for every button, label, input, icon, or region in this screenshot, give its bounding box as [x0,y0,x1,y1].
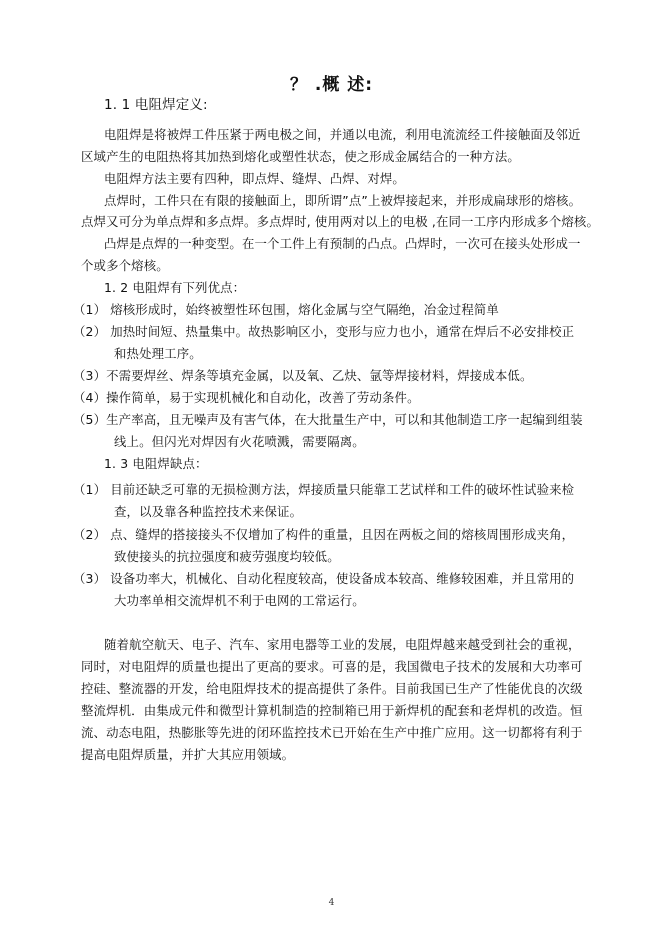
list-item-continuation: 大功率单相交流焊机不利于电网的工常运行。 [114,593,365,608]
paragraph-line: 凸焊是点焊的一种变型。在一个工件上有预制的凸点。凸焊时，一次可在接头处形成一 [104,236,581,251]
section-heading-definition: 1. 1 电阻焊定义: [104,97,208,113]
list-item: （4）操作简单，易于实现机械化和自动化，改善了劳动条件。 [73,390,420,405]
list-item: （2） 加热时间短、热量集中。故热影响区小，变形与应力也小，通常在焊后不必安排校正 [73,324,575,339]
list-item-continuation: 查，以及靠各种监控技术来保证。 [114,504,303,519]
paragraph-line: 随着航空航天、电子、汽车、家用电器等工业的发展，电阻焊越来越受到社会的重视， [104,637,581,652]
paragraph-line: 电阻焊方法主要有四种，即点焊、缝焊、凸焊、对焊。 [104,171,405,186]
list-item-continuation: 致使接头的抗拉强度和疲劳强度均较低。 [114,549,340,564]
list-item-continuation: 和热处理工序。 [114,346,202,361]
chapter-title: ？ .概 述: [289,75,374,95]
paragraph-line: 控硅、整流器的开发，给电阻焊技术的提高提供了条件。目前我国已生产了性能优良的次级 [81,681,583,696]
paragraph-line: 个或多个熔核。 [81,258,169,273]
list-item-continuation: 线上。但闪光对焊因有火花喷溅，需要隔离。 [114,434,365,449]
paragraph-line: 提高电阻焊质量，并扩大其应用领域。 [81,747,295,762]
list-item: （5）生产率高，且无噪声及有害气体，在大批量生产中，可以和其他制造工序一起编到组装 [73,412,583,427]
paragraph-line: 点焊又可分为单点焊和多点焊。多点焊时, 使用两对以上的电极 ,在同一工序内形成多个熔核。 [81,214,599,229]
paragraph-line: 电阻焊是将被焊工件压紧于两电极之间，并通以电流，利用电流流经工件接触面及邻近 [104,127,581,142]
section-heading-disadvantages: 1. 3 电阻焊缺点： [104,456,208,471]
paragraph-line: 流、动态电阻，热膨胀等先进的闭环监控技术已开始在生产中推广应用。这一切都将有利于 [81,725,583,740]
list-item: （3）不需要焊丝、焊条等填充金属，以及氧、乙炔、氩等焊接材料，焊接成本低。 [73,368,533,383]
section-heading-advantages: 1. 2 电阻焊有下列优点： [104,280,246,295]
list-item: （1） 熔核形成时，始终被塑性环包围，熔化金属与空气隔绝，冶金过程简单 [73,302,499,317]
paragraph-line: 同时，对电阻焊的质量也提出了更高的要求。可喜的是，我国微电子技术的发展和大功率可 [81,659,583,674]
paragraph-line: 整流焊机．由集成元件和微型计算机制造的控制箱已用于新焊机的配套和老焊机的改造。恒 [81,703,583,718]
paragraph-line: 区域产生的电阻热将其加热到熔化或塑性状态，使之形成金属结合的一种方法。 [81,149,520,164]
list-item: （3） 设备功率大，机械化、自动化程度较高，使设备成本较高、维修较困难，并且常用的 [73,571,575,586]
paragraph-line: 点焊时，工件只在有限的接触面上，即所谓”点”上被焊接起来，并形成扁球形的熔核。 [104,193,582,208]
list-item: （1） 目前还缺乏可靠的无损检测方法，焊接质量只能靠工艺试样和工件的破坏性试验来检 [73,482,575,497]
page-number: 4 [328,898,335,908]
list-item: （2） 点、缝焊的搭接接头不仅增加了构件的重量，且因在两板之间的熔核周围形成夹角， [73,527,575,542]
